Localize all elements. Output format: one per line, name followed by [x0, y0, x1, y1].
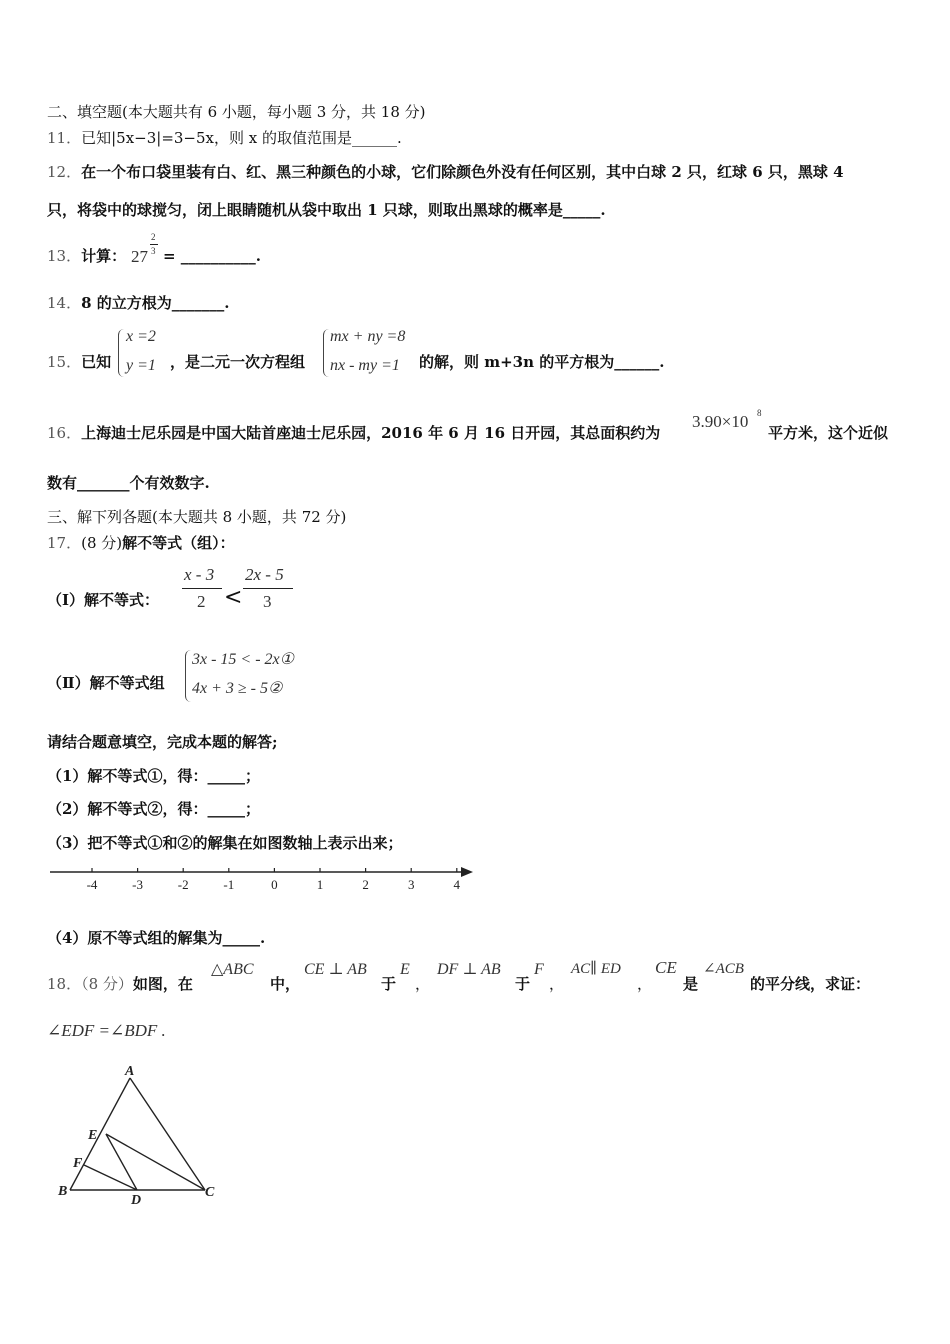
question-14 — [47, 294, 229, 312]
q18-triangle: △ABC — [211, 961, 254, 978]
q15-mid: ，是二元一次方程组 — [170, 353, 306, 371]
q13-label: 计算： — [81, 247, 127, 265]
q18-df-ab: DF ⊥ AB — [437, 961, 501, 978]
tick-label: -4 — [86, 877, 98, 892]
q18-text4: 是 — [683, 975, 699, 993]
q18-number: 18． — [47, 975, 82, 993]
question-18 — [47, 975, 193, 993]
tick-label: -2 — [177, 877, 189, 892]
q17-less-than: < — [224, 585, 243, 610]
label-b: B — [58, 1184, 68, 1199]
tick-label: -1 — [223, 877, 235, 892]
q17-step1: （1）解不等式①，得：_____； — [47, 767, 260, 785]
q15-tail: 的解，则 m+3n 的平方根为______. — [419, 353, 665, 371]
q13-number: 13． — [47, 247, 82, 265]
q17-score: (8 分) — [81, 534, 123, 552]
q18-text5: 的平分线，求证： — [750, 975, 871, 993]
q15-sys1-b: y =1 — [126, 357, 156, 374]
q18-comma-3: ， — [637, 975, 653, 993]
q18-e: E — [400, 961, 410, 978]
question-11 — [47, 129, 402, 147]
q18-angle-acb: ∠ACB — [703, 961, 744, 977]
label-e: E — [88, 1128, 98, 1143]
q16-text2: 平方米，这个近似 — [768, 424, 889, 442]
q18-f: F — [534, 961, 544, 978]
q18-text2: 中， — [270, 975, 301, 993]
q18-comma-2: ， — [549, 975, 565, 993]
q12-line2: 只，将袋中的球搅匀，闭上眼睛随机从袋中取出 1 只球，则取出黑球的概率是_____. — [47, 201, 606, 219]
q16-area-exp: 8 — [757, 408, 762, 418]
label-c: C — [205, 1185, 215, 1200]
q17-sys-b: 4x + 3 ≥ - 5② — [192, 680, 283, 697]
q18-comma-1: ， — [415, 975, 431, 993]
section3-heading: 三、解下列各题(本大题共 8 小题，共 72 分) — [47, 508, 347, 526]
tick-label: 2 — [362, 877, 369, 892]
q18-text3b: 于 — [515, 975, 531, 993]
q15-brace-1 — [118, 329, 125, 377]
q15-sys1-a: x =2 — [126, 328, 156, 345]
q16-area: 3.90×10 — [692, 412, 749, 431]
segment-df — [84, 1165, 137, 1190]
q15-sys2-b: nx - my =1 — [330, 357, 400, 374]
q11-text: 已知|5x−3|=3−5x，则 x 的取值范围是______. — [81, 129, 402, 147]
q17-frac2-num: 2x - 5 — [245, 565, 284, 584]
triangle-figure — [50, 1062, 230, 1212]
q14-number: 14． — [47, 294, 82, 312]
tick-label: -3 — [132, 877, 144, 892]
tick-label: 4 — [453, 877, 461, 892]
q16-text1: 上海迪士尼乐园是中国大陆首座迪士尼乐园，2016 年 6 月 16 日开园，其总面积约为 — [81, 424, 661, 442]
side-ac — [130, 1078, 205, 1190]
q11-number: 11． — [47, 129, 82, 147]
q17-frac2-bar — [243, 588, 293, 589]
q17-frac2-den: 3 — [263, 592, 272, 611]
q17-title: 解不等式（组）： — [122, 534, 235, 552]
q12-number: 12． — [47, 163, 82, 181]
number-line — [45, 860, 480, 900]
label-a: A — [125, 1064, 135, 1079]
q18-ce-ab: CE ⊥ AB — [304, 961, 367, 978]
q12-line1: 在一个布口袋里装有白、红、黑三种颜色的小球，它们除颜色外没有任何区别，其中白球 2 只，红球 6 只，黑球 4 — [81, 163, 844, 181]
q17-part1-label: （Ⅰ）解不等式： — [47, 591, 160, 609]
q15-sys2-a: mx + ny =8 — [330, 328, 406, 345]
tick-label: 0 — [271, 877, 278, 892]
tick-label: 1 — [316, 877, 324, 892]
section2-heading: 二、填空题(本大题共有 6 小题，每小题 3 分，共 18 分) — [47, 103, 426, 121]
q17-frac1-num: x - 3 — [184, 565, 215, 584]
q15-number: 15． — [47, 353, 82, 371]
q17-part2-label: （Ⅱ）解不等式组 — [47, 674, 165, 692]
q18-proof-statement: ∠EDF =∠BDF . — [47, 1021, 166, 1040]
question-12-line1 — [47, 163, 844, 181]
q17-frac1-den: 2 — [197, 592, 206, 611]
q13-base: 27 — [131, 247, 148, 266]
q18-text3a: 于 — [381, 975, 397, 993]
q17-frac1-bar — [182, 588, 222, 589]
q17-step2: （2）解不等式②，得：_____； — [47, 800, 260, 818]
q16-line2: 数有_______个有效数字. — [47, 474, 210, 492]
question-15 — [47, 353, 111, 371]
q15-label: 已知 — [81, 353, 112, 371]
question-13 — [47, 247, 126, 265]
tick-label: 3 — [407, 877, 415, 892]
q17-instruction: 请结合题意填空，完成本题的解答; — [47, 733, 278, 751]
number-line-arrow — [461, 867, 473, 877]
q18-score: （8 分） — [81, 975, 133, 993]
q13-exp-den: 3 — [151, 246, 156, 256]
q15-brace-2 — [323, 329, 330, 377]
question-16-line1 — [47, 424, 660, 442]
q14-text: 8 的立方根为_______. — [81, 294, 230, 312]
label-d: D — [131, 1193, 142, 1208]
q18-text1: 如图，在 — [132, 975, 193, 993]
question-17 — [47, 534, 235, 552]
q13-tail: = __________. — [163, 247, 262, 265]
q13-exp-bar — [150, 244, 158, 245]
q18-ce: CE — [655, 958, 677, 977]
q17-system-brace — [185, 650, 192, 702]
q16-number: 16． — [47, 424, 82, 442]
q18-ac-ed: AC∥ ED — [571, 961, 621, 977]
q17-sys-a: 3x - 15 < - 2x① — [192, 651, 294, 668]
q17-step3: （3）把不等式①和②的解集在如图数轴上表示出来； — [47, 834, 403, 852]
q17-number: 17． — [47, 534, 82, 552]
q13-exp-num: 2 — [151, 232, 156, 242]
label-f: F — [73, 1156, 83, 1171]
q17-step4: （4）原不等式组的解集为_____. — [47, 929, 266, 947]
